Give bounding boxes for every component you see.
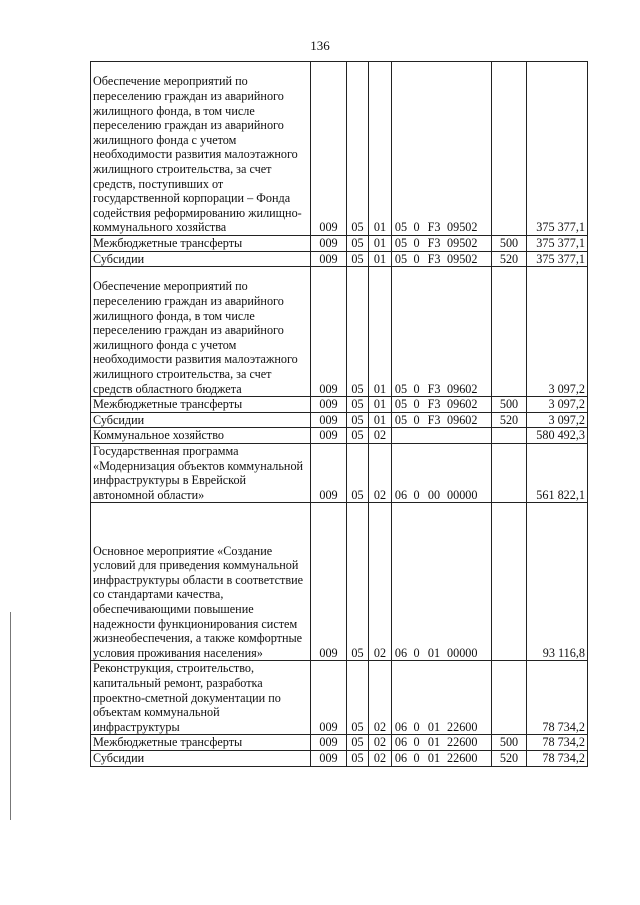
row-name-cell: Субсидии [91,412,311,428]
table-row [91,503,588,661]
section-code-cell: 05 [347,267,369,397]
subsection-code-cell: 01 [369,62,392,236]
expense-type-cell: 500 [492,397,527,413]
amount-cell: 3 097,2 [527,397,588,413]
expense-type-cell [492,443,527,502]
target-article-part: 0 [413,487,420,502]
expense-type-cell: 520 [492,412,527,428]
target-article-part: 09502 [447,251,478,266]
expense-type-cell [492,62,527,236]
table-row [91,397,588,413]
target-article-part: 0 [413,719,420,734]
target-article-part: 22600 [447,735,478,750]
target-article-part: 22600 [447,719,478,734]
row-name-cell: Межбюджетные трансферты [91,236,311,252]
table-row [91,735,588,751]
expense-type-cell: 500 [492,735,527,751]
section-code-cell: 05 [347,661,369,735]
target-article-part: 05 [394,412,408,427]
target-article-part: 01 [427,645,441,660]
target-article-part: 09602 [447,412,478,427]
target-article-part: 06 [394,487,408,502]
row-name-cell: Межбюджетные трансферты [91,397,311,413]
expense-type-cell [492,428,527,444]
section-code-cell: 05 [347,735,369,751]
target-article-cell [392,412,492,428]
target-article-part: 09502 [447,236,478,250]
subsection-code-cell: 02 [369,661,392,735]
target-article-part: 22600 [447,750,478,765]
target-article-part: 00 [427,487,441,502]
table-row [91,236,588,252]
expense-type-cell [492,661,527,735]
target-article-cell [392,267,492,397]
subsection-code-cell: 02 [369,750,392,766]
amount-cell: 375 377,1 [527,236,588,252]
target-article-part: 01 [427,719,441,734]
target-article-part: F3 [427,412,441,427]
row-name-cell: Основное мероприятие «Создание условий для приведения коммунальной инфраструктуры области в соответствие со стандартами качества, обеспечивающими повышение надежности функционирования систем жизнеобеспечения, а также комфортные условия проживания населения» [91,503,311,661]
ministry-code-cell: 009 [311,267,347,397]
target-article-part: 01 [427,735,441,750]
subsection-code-cell: 01 [369,397,392,413]
target-article-part: 05 [394,251,408,266]
section-code-cell: 05 [347,236,369,252]
subsection-code-cell: 02 [369,443,392,502]
target-article-cell [392,750,492,766]
amount-cell: 375 377,1 [527,251,588,267]
target-article-part: 09502 [447,220,478,235]
target-article-part: 0 [413,645,420,660]
row-name-cell: Обеспечение мероприятий по переселению граждан из аварийного жилищного фонда, в том числе переселению граждан из аварийного жилищного фонда с учетом необходимости развития малоэтажного жилищного строительства, за счет средств, поступивших от государственной корпорации – Фонда содействия реформированию жилищно-коммунального хозяйства [91,62,311,236]
target-article-part: F3 [427,397,441,412]
target-article-part: 05 [394,397,408,412]
amount-cell: 3 097,2 [527,267,588,397]
table-row [91,267,588,397]
target-article-cell [392,661,492,735]
ministry-code-cell: 009 [311,62,347,236]
expense-type-cell: 520 [492,750,527,766]
section-code-cell: 05 [347,251,369,267]
expense-type-cell: 500 [492,236,527,252]
amount-cell: 3 097,2 [527,412,588,428]
target-article-part: F3 [427,251,441,266]
page-number: 136 [310,38,330,53]
target-article-part: 05 [394,381,408,396]
section-code-cell: 05 [347,750,369,766]
target-article-part: 09602 [447,397,478,412]
target-article-cell [392,428,492,444]
target-article-part: 05 [394,236,408,250]
amount-cell: 78 734,2 [527,735,588,751]
expense-type-cell: 520 [492,251,527,267]
subsection-code-cell: 02 [369,428,392,444]
target-article-cell [392,62,492,236]
target-article-part: F3 [427,381,441,396]
subsection-code-cell: 01 [369,251,392,267]
target-article-part: 06 [394,719,408,734]
target-article-part: 06 [394,645,408,660]
row-name-cell: Государственная программа «Модернизация объектов коммунальной инфраструктуры в Еврейской автономной области» [91,443,311,502]
table-row [91,251,588,267]
ministry-code-cell: 009 [311,503,347,661]
table-row [91,443,588,502]
target-article-part: 0 [413,251,420,266]
ministry-code-cell: 009 [311,251,347,267]
amount-cell: 78 734,2 [527,661,588,735]
target-article-cell [392,397,492,413]
target-article-part: 06 [394,735,408,750]
target-article-part: 0 [413,412,420,427]
amount-cell: 580 492,3 [527,428,588,444]
row-name-cell: Обеспечение мероприятий по переселению граждан из аварийного жилищного фонда, в том числе переселению граждан из аварийного жилищного фонда с учетом необходимости развития малоэтажного жилищного строительства, за счет средств областного бюджета [91,267,311,397]
table-row [91,661,588,735]
scan-margin-line [10,612,11,820]
expense-type-cell [492,267,527,397]
ministry-code-cell: 009 [311,428,347,444]
section-code-cell: 05 [347,412,369,428]
target-article-part: 00000 [447,645,478,660]
table-row [91,750,588,766]
subsection-code-cell: 01 [369,412,392,428]
expense-type-cell [492,503,527,661]
ministry-code-cell: 009 [311,750,347,766]
subsection-code-cell: 02 [369,735,392,751]
target-article-part: 00000 [447,487,478,502]
row-name-cell: Реконструкция, строительство, капитальный ремонт, разработка проектно-сметной документации по объектам коммунальной инфраструктуры [91,661,311,735]
amount-cell: 561 822,1 [527,443,588,502]
target-article-part: 0 [413,750,420,765]
table-row [91,412,588,428]
target-article-part: F3 [427,236,441,250]
table-row [91,428,588,444]
target-article-part: F3 [427,220,441,235]
row-name-cell: Субсидии [91,251,311,267]
section-code-cell: 05 [347,62,369,236]
target-article-part: 0 [413,397,420,412]
target-article-part: 01 [427,750,441,765]
ministry-code-cell: 009 [311,443,347,502]
target-article-cell [392,251,492,267]
subsection-code-cell: 01 [369,267,392,397]
ministry-code-cell: 009 [311,236,347,252]
target-article-cell [392,735,492,751]
target-article-part: 0 [413,220,420,235]
target-article-cell [392,503,492,661]
budget-table [90,61,588,767]
amount-cell: 375 377,1 [527,62,588,236]
target-article-part: 09602 [447,381,478,396]
section-code-cell: 05 [347,397,369,413]
amount-cell: 78 734,2 [527,750,588,766]
target-article-part: 0 [413,381,420,396]
row-name-cell: Коммунальное хозяйство [91,428,311,444]
target-article-cell [392,443,492,502]
ministry-code-cell: 009 [311,412,347,428]
subsection-code-cell: 01 [369,236,392,252]
section-code-cell: 05 [347,443,369,502]
target-article-cell [392,236,492,252]
table-row [91,62,588,236]
target-article-part: 06 [394,750,408,765]
row-name-cell: Субсидии [91,750,311,766]
section-code-cell: 05 [347,503,369,661]
subsection-code-cell: 02 [369,503,392,661]
ministry-code-cell: 009 [311,661,347,735]
row-name-cell: Межбюджетные трансферты [91,735,311,751]
target-article-part: 0 [413,236,420,250]
section-code-cell: 05 [347,428,369,444]
target-article-part: 05 [394,220,408,235]
target-article-part: 0 [413,735,420,750]
ministry-code-cell: 009 [311,397,347,413]
amount-cell: 93 116,8 [527,503,588,661]
ministry-code-cell: 009 [311,735,347,751]
